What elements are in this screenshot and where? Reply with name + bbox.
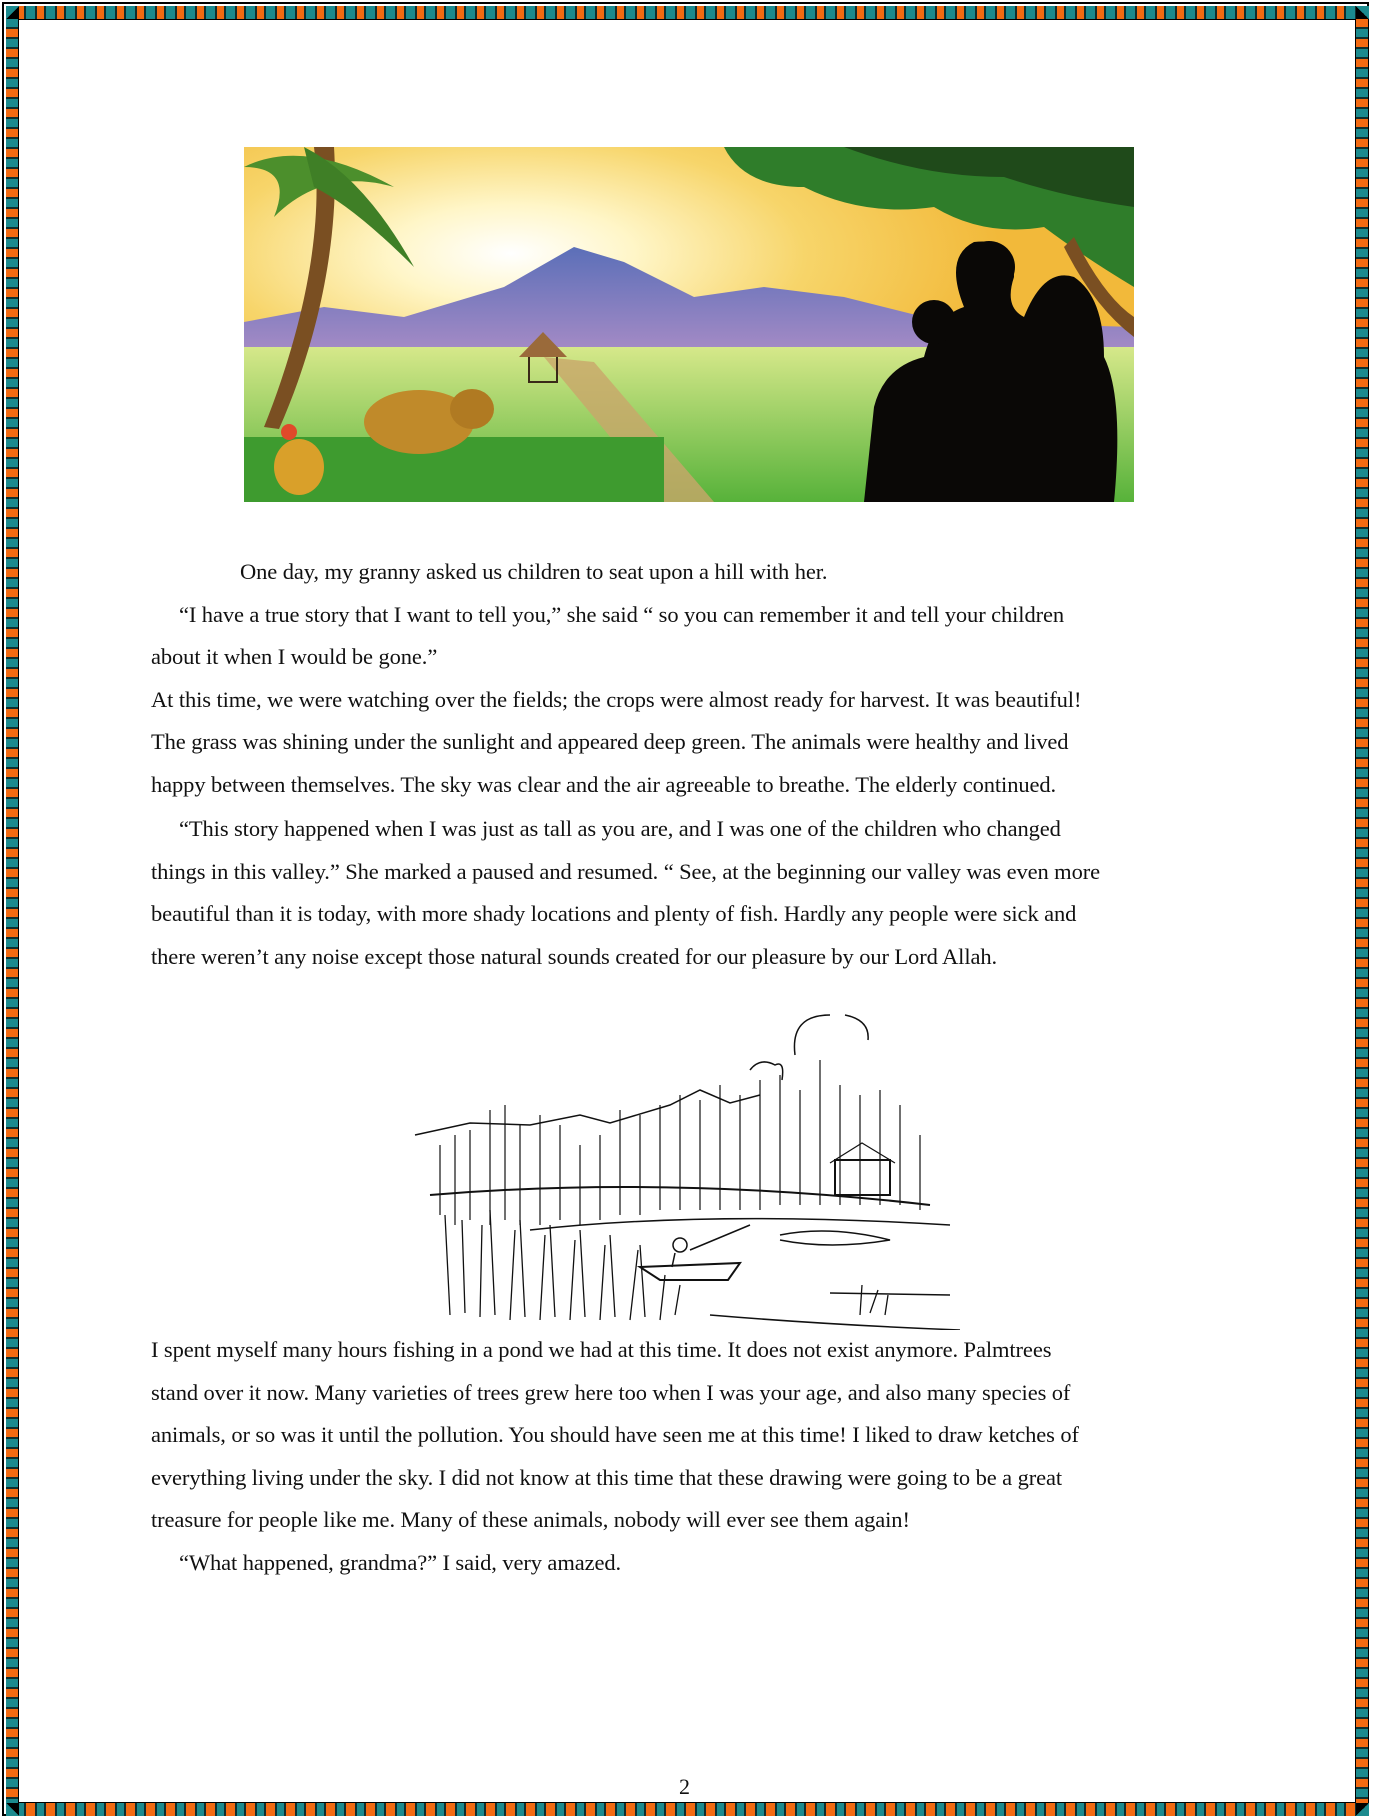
- border-corner-bottom-right: [1356, 1803, 1369, 1816]
- text-line: beautiful than it is today, with more shady locations and plenty of fish. Hardly any people were sick and: [151, 901, 1077, 926]
- page-border-top: [6, 6, 1368, 19]
- page-border-left: [6, 19, 18, 1803]
- text-line: One day, my granny asked us children to seat upon a hill with her.: [240, 559, 828, 584]
- text-line: everything living under the sky. I did not know at this time that these drawing were going to be a great: [151, 1465, 1063, 1490]
- text-line: “I have a true story that I want to tell you,” she said “ so you can remember it and tell your children: [179, 602, 1065, 627]
- text-line: “This story happened when I was just as tall as you are, and I was one of the children who changed: [179, 816, 1061, 841]
- text-line: treasure for people like me. Many of these animals, nobody will ever see them again!: [151, 1507, 910, 1532]
- text-line: stand over it now. Many varieties of trees grew here too when I was your age, and also many species of: [151, 1380, 1071, 1405]
- pond-fishing-sketch: [410, 995, 970, 1330]
- valley-sunset-painting: [244, 147, 1134, 502]
- text-line: “What happened, grandma?” I said, very amazed.: [179, 1550, 622, 1575]
- page-border-right: [1356, 19, 1368, 1803]
- text-line: I spent myself many hours fishing in a pond we had at this time. It does not exist anymore. Palmtrees: [151, 1337, 1052, 1362]
- border-corner-top-right: [1356, 6, 1369, 19]
- text-line: things in this valley.” She marked a paused and resumed. “ See, at the beginning our valley was even more: [151, 859, 1101, 884]
- page-border-bottom: [6, 1803, 1368, 1816]
- text-line: there weren’t any noise except those natural sounds created for our pleasure by our Lord Allah.: [151, 944, 998, 969]
- text-line: animals, or so was it until the pollution. You should have seen me at this time! I liked to draw ketches of: [151, 1422, 1079, 1447]
- text-line: happy between themselves. The sky was clear and the air agreeable to breathe. The elderly continued.: [151, 772, 1057, 797]
- text-line: The grass was shining under the sunlight and appeared deep green. The animals were healthy and lived: [151, 729, 1069, 754]
- border-corner-top-left: [6, 6, 19, 19]
- page-number: 2: [679, 1774, 690, 1799]
- border-corner-bottom-left: [6, 1803, 19, 1816]
- text-line: about it when I would be gone.”: [151, 644, 438, 669]
- text-line: At this time, we were watching over the fields; the crops were almost ready for harvest. It was beautiful!: [151, 687, 1082, 712]
